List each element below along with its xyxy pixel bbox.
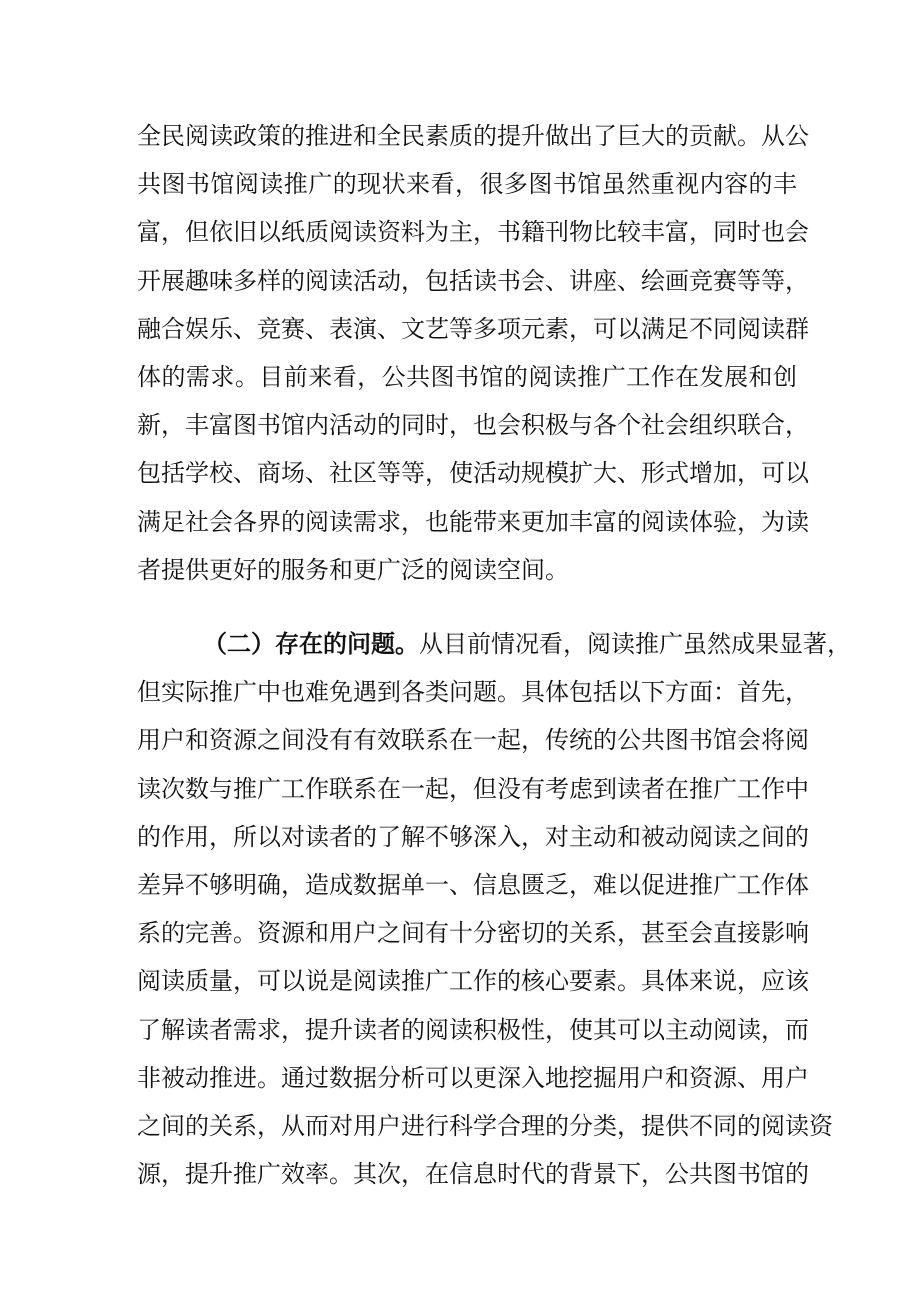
text-line: 系的完善。资源和用户之间有十分密切的关系，甚至会直接影响 [137, 919, 809, 948]
text-line: 富，但依旧以纸质阅读资料为主，书籍刊物比较丰富，同时也会 [137, 218, 809, 247]
text-line: 者提供更好的服务和更广泛的阅读空间。 [137, 555, 569, 584]
text-line: 之间的关系，从而对用户进行科学合理的分类，提供不同的阅读资 [137, 1111, 833, 1140]
text-line: 差异不够明确，造成数据单一、信息匮乏，难以促进推广工作体 [137, 870, 809, 899]
text-line: 包括学校、商场、社区等等，使活动规模扩大、形式增加，可以 [137, 459, 809, 488]
text-line: 非被动推进。通过数据分析可以更深入地挖掘用户和资源、用户 [137, 1063, 809, 1092]
text-line: 开展趣味多样的阅读活动，包括读书会、讲座、绘画竞赛等等， [137, 266, 809, 295]
paragraph-current-status [137, 112, 809, 594]
text-line: 阅读质量，可以说是阅读推广工作的核心要素。具体来说，应该 [137, 967, 809, 996]
text-line: 融合娱乐、竞赛、表演、文艺等多项元素，可以满足不同阅读群 [137, 314, 809, 343]
text-line: 全民阅读政策的推进和全民素质的提升做出了巨大的贡献。从公 [137, 122, 809, 150]
text-line-rest: 从目前情况看，阅读推广虽然成果显著， [419, 630, 851, 658]
text-line: 了解读者需求，提升读者的阅读积极性，使其可以主动阅读，而 [137, 1015, 809, 1044]
text-line: 共图书馆阅读推广的现状来看，很多图书馆虽然重视内容的丰 [137, 170, 797, 199]
text-line: 的作用，所以对读者的了解不够深入，对主动和被动阅读之间的 [137, 822, 809, 851]
text-line: 体的需求。目前来看，公共图书馆的阅读推广工作在发展和创 [137, 362, 797, 391]
section-heading: （二）存在的问题。 [203, 630, 419, 658]
paragraph-existing-problems [137, 620, 851, 1198]
text-line-first [137, 620, 851, 668]
text-line: 但实际推广中也难免遇到各类问题。具体包括以下方面：首先， [137, 678, 809, 707]
text-line: 用户和资源之间没有有效联系在一起，传统的公共图书馆会将阅 [137, 726, 809, 755]
text-line: 读次数与推广工作联系在一起，但没有考虑到读者在推广工作中 [137, 774, 809, 803]
text-line: 新，丰富图书馆内活动的同时，也会积极与各个社会组织联合， [137, 411, 809, 440]
text-line: 满足社会各界的阅读需求，也能带来更加丰富的阅读体验，为读 [137, 507, 809, 536]
text-line: 源，提升推广效率。其次，在信息时代的背景下，公共图书馆的 [137, 1160, 809, 1189]
